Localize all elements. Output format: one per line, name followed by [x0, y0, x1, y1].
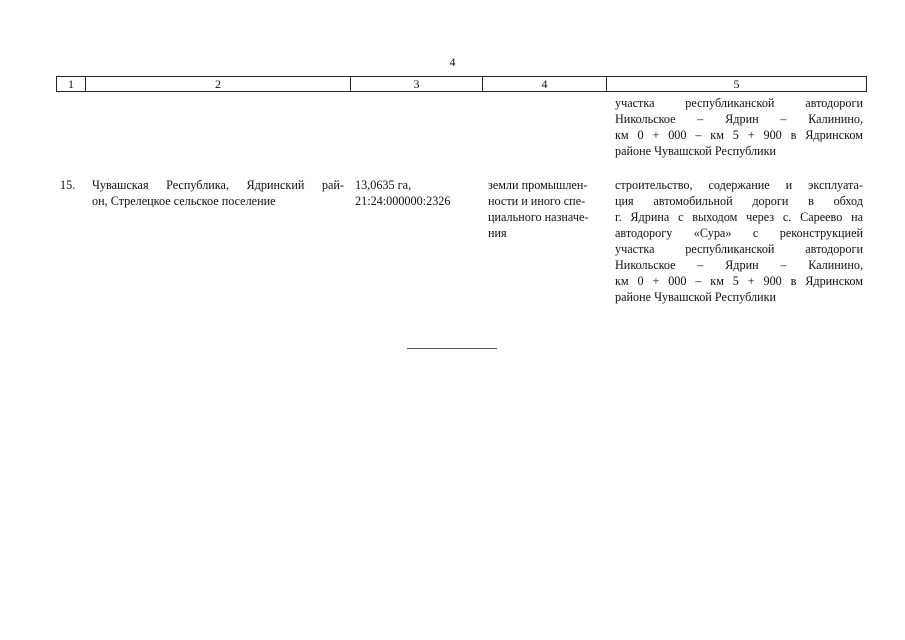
- continuation-col5-text: [615, 95, 863, 159]
- column-number-5: 5: [733, 77, 740, 91]
- text-line: 13,0635 га,: [355, 178, 412, 192]
- text-line: Чувашская Республика, Ядринский рай-: [92, 178, 344, 192]
- text-line: циального назначе-: [488, 210, 589, 224]
- text-line: он, Стрелецкое сельское поселение: [92, 194, 276, 208]
- text-line: ция автомобильной дороги в обход: [615, 194, 863, 208]
- row-land-category: [488, 177, 604, 241]
- text-line: 21:24:000000:2326: [355, 194, 451, 208]
- text-line: км 0 + 000 – км 5 + 900 в Ядринском: [615, 274, 863, 288]
- column-number-3: 3: [351, 77, 483, 91]
- column-number-4: 4: [483, 77, 607, 91]
- column-number-2: 2: [86, 77, 351, 91]
- text-line: районе Чувашской Республики: [615, 144, 777, 158]
- row-area-cadastral: [355, 177, 480, 209]
- text-line: ния: [488, 226, 507, 240]
- text-line: участка республиканской автодороги: [615, 96, 863, 110]
- table-column-numbers-header: [56, 76, 867, 92]
- row-purpose: [615, 177, 863, 305]
- end-of-document-rule: [407, 348, 497, 349]
- text-line: г. Ядрина с выходом через с. Сареево на: [615, 210, 863, 224]
- page-number: 4: [449, 55, 456, 69]
- text-line: районе Чувашской Республики: [615, 290, 777, 304]
- row-number: 15.: [60, 178, 76, 192]
- text-line: земли промышлен-: [488, 178, 588, 192]
- text-line: Никольское – Ядрин – Калинино,: [615, 112, 863, 126]
- text-line: ности и иного спе-: [488, 194, 586, 208]
- text-line: км 0 + 000 – км 5 + 900 в Ядринском: [615, 128, 863, 142]
- text-line: Никольское – Ядрин – Калинино,: [615, 258, 863, 272]
- text-line: строительство, содержание и эксплуата-: [615, 178, 863, 192]
- text-line: автодорогу «Сура» с реконструкцией: [615, 226, 863, 240]
- column-number-1: 1: [57, 77, 86, 91]
- text-line: участка республиканской автодороги: [615, 242, 863, 256]
- row-location: [92, 177, 344, 209]
